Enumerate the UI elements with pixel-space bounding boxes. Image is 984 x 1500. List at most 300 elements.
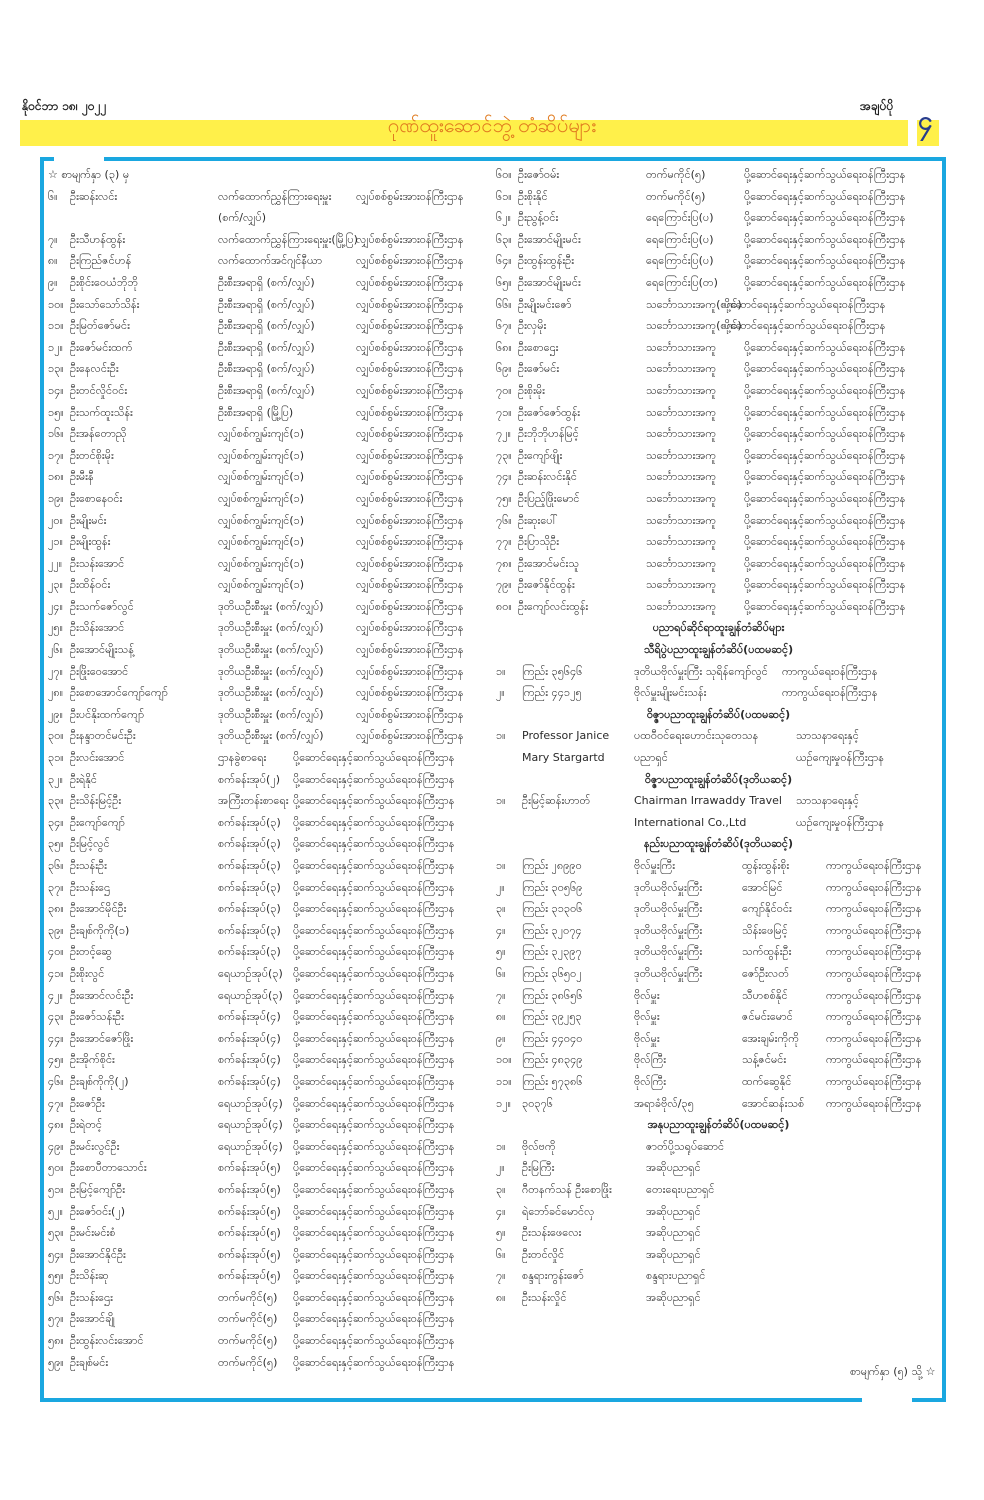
recipient-role: အဆိုပညာရှင်: [646, 1204, 701, 1218]
item-number: ၈၀။: [496, 599, 512, 613]
recipient-name: ဦးဆုးပေါ်: [518, 513, 558, 527]
item-number: ၈။: [496, 1290, 506, 1304]
item-number: ၆။: [496, 1247, 506, 1261]
recipient-name: ဦးမြကြီး: [522, 1161, 555, 1175]
list-item: [48, 682, 478, 704]
list-item: [496, 1222, 941, 1244]
list-item: [496, 1287, 941, 1309]
list-item: [48, 186, 478, 208]
list-item: [496, 1244, 941, 1266]
thiri-pyanchi-list: [496, 661, 941, 704]
item-number: ၇၆။: [496, 513, 512, 527]
item-number: ၅၇။: [48, 1312, 64, 1326]
list-item: [48, 250, 478, 272]
recipient-name: ဦးစောပီတာသောင်း: [70, 1161, 147, 1175]
recipient-position: လျှပ်စစ်ကျွမ်းကျင်(၁): [218, 535, 305, 549]
list-item: [48, 1114, 478, 1136]
list-item: [48, 920, 478, 942]
item-number: ၁၂။: [48, 340, 63, 354]
list-item: [48, 380, 478, 402]
recipient-department: ကာကွယ်ရေးဝန်ကြီးဌာန: [826, 1010, 922, 1024]
list-item: [48, 207, 478, 229]
recipient-rank: ဒုတိယဗိုလ်မှူးကြီး: [634, 966, 703, 980]
list-item: [496, 855, 941, 877]
frame-right: [942, 157, 946, 1402]
item-number: ၃၅။: [48, 837, 64, 851]
recipient-position: လျှပ်စစ်ကျွမ်းကျင်(၁): [218, 491, 305, 505]
service-number: ကြည်း ၃၂၀၇၄: [522, 923, 582, 937]
technical-2-list: [496, 855, 941, 1114]
wizza-1-list: [496, 725, 941, 768]
item-number: ၇၈။: [496, 556, 512, 570]
recipient-department: ပို့ဆောင်ရေးနှင့်ဆက်သွယ်ရေးဝန်ကြီးဌာန: [744, 383, 906, 397]
item-number: ၇၉။: [496, 578, 512, 592]
recipient-position: စက်ခန်းအုပ်(၅): [218, 1182, 281, 1196]
recipient-position: သင်္ဘောသားအကူ: [646, 383, 717, 397]
list-item: [48, 1179, 478, 1201]
item-number: ၁၃။: [48, 362, 64, 376]
recipient-title: ပညာရှင်: [634, 751, 668, 765]
recipient-position: စက်ခန်းအုပ်(၅): [218, 1204, 281, 1218]
recipient-name: အောင်မြင်: [742, 880, 783, 894]
recipient-department: ကာကွယ်ရေးဝန်ကြီးဌာန: [826, 902, 922, 916]
item-number: ၂၂။: [48, 556, 63, 570]
list-item: [496, 272, 941, 294]
recipient-position: ဒုတိယဦးစီးမှူး (စက်/လျှပ်): [218, 621, 324, 635]
item-number: ၅၅။: [48, 1269, 64, 1283]
recipient-name: ဦးသော်သော်သိန်း: [70, 297, 140, 311]
recipient-name: ဦးအောင်ချို: [70, 1312, 115, 1326]
recipient-department: လျှပ်စစ်စွမ်းအားဝန်ကြီးဌာန: [356, 319, 464, 333]
wizza-2-list: [496, 790, 941, 833]
recipient-name: ဦးသီဟန်ထွန်း: [70, 232, 126, 246]
item-number: ၆၀။: [496, 168, 512, 181]
recipient-name: ဦးဇော်မင်း: [518, 362, 560, 376]
item-number: ၈။: [496, 1010, 506, 1024]
arts-1-list: [496, 1136, 941, 1309]
list-item: [496, 294, 941, 316]
recipient-department: ကာကွယ်ရေးဝန်ကြီးဌာန: [826, 966, 922, 980]
list-item: [496, 250, 941, 272]
recipient-department: လျှပ်စစ်စွမ်းအားဝန်ကြီးဌာန: [356, 535, 464, 549]
list-item: [48, 1308, 478, 1330]
recipient-position: သင်္ဘောသားအကူ: [646, 556, 717, 570]
item-number: ၃။: [496, 1182, 506, 1196]
recipient-name: အေးချမ်းကိုကို: [742, 1031, 799, 1045]
item-number: ၁၀။: [496, 1053, 512, 1067]
recipient-name: ဦးမျိုးထွန်း: [70, 535, 111, 549]
recipient-name: ဦးအောင်မင်းသူ: [518, 556, 579, 570]
list-item: [496, 1157, 941, 1179]
item-number: ၄၂။: [48, 988, 63, 1002]
list-item: [496, 941, 941, 963]
recipient-role: အဆိုပညာရှင်: [646, 1247, 701, 1261]
list-item: [496, 682, 941, 704]
item-number: ၁၁။: [496, 1074, 512, 1088]
service-number: ကြည်း ၃၁၃၀၆: [522, 902, 583, 916]
list-item: [496, 402, 941, 424]
recipient-name: ဦးမြင့်ဆန်းဟာတ်: [522, 794, 591, 808]
item-number: ၄၇။: [48, 1096, 64, 1110]
list-item: [48, 315, 478, 337]
recipient-name: ရဲဘော်ခင်မောင်လှ: [522, 1204, 595, 1218]
list-item: [496, 423, 941, 445]
recipient-department: ပို့ဆောင်ရေးနှင့်ဆက်သွယ်ရေးဝန်ကြီးဌာန: [744, 211, 906, 225]
item-number: ၃၈။: [48, 902, 64, 916]
recipient-department: လျှပ်စစ်စွမ်းအားဝန်ကြီးဌာန: [356, 729, 464, 743]
recipient-rank: ဗိုလ်မှူး: [634, 1010, 660, 1024]
recipient-position: စက်ခန်းအုပ်(၃): [218, 902, 281, 916]
list-item: [496, 510, 941, 532]
recipient-department: လျှပ်စစ်စွမ်းအားဝန်ကြီးဌာန: [356, 707, 464, 721]
recipient-name: ဒုတိယဗိုလ်မှူးကြီး သုရိန်ကျော်လွင်: [634, 664, 768, 678]
recipient-department: ပို့ဆောင်ရေးနှင့်ဆက်သွယ်ရေးဝန်ကြီးဌာန: [744, 275, 906, 289]
right-column: [496, 164, 941, 1308]
service-number: ကြည်း ၄၈၃၄၉: [522, 1053, 583, 1067]
list-item: [496, 1179, 941, 1201]
recipient-department: ကာကွယ်ရေးဝန်ကြီးဌာန: [826, 1053, 922, 1067]
list-item: [496, 920, 941, 942]
recipient-department: ပို့ဆောင်ရေးနှင့်ဆက်သွယ်ရေးဝန်ကြီးဌာန: [293, 815, 455, 829]
recipient-position: လျှပ်စစ်ကျွမ်းကျင်(၁): [218, 513, 305, 527]
recipient-position: ဌာနခွဲစာရေး: [218, 751, 267, 765]
recipient-name: Professor Janice: [522, 729, 610, 743]
recipient-name: ဗိုလ်ဗကို: [522, 1139, 556, 1153]
recipient-name: ဦးစိုင်းဝေယံဘိုဘို: [70, 275, 138, 289]
list-item: [48, 402, 478, 424]
recipient-name: ဦးအောင်လင်းဦး: [70, 988, 134, 1002]
page-title: ဂုဏ်ထူးဆောင်ဘွဲ့ တံဆိပ်များ: [387, 113, 597, 137]
continued-from-text: ☆ စာမျက်နှာ (၃) မှ: [48, 168, 130, 181]
recipient-position: သင်္ဘောသားအကူ: [646, 599, 717, 613]
recipient-name: ဦးချစ်ကိုကို(၂): [70, 1074, 129, 1088]
item-number: ၁၄။: [48, 383, 64, 397]
list-item: [496, 1136, 941, 1158]
item-number: ၄၀။: [48, 945, 64, 959]
recipient-name: ဦးဇော်ဝင်း(၂): [70, 1204, 125, 1218]
list-item: [496, 596, 941, 618]
recipient-position: ရေယာဉ်အုပ်(၄): [218, 1118, 283, 1132]
recipient-department: သာသနာရေးနှင့်: [796, 729, 859, 743]
list-item: [48, 1265, 478, 1287]
service-number: ကြည်း ၃၅၆၄၆: [522, 664, 583, 678]
list-item: [48, 1222, 478, 1244]
recipient-position: စက်ခန်းအုပ်(၃): [218, 923, 281, 937]
recipient-position: လျှပ်စစ်ကျွမ်းကျင်(၁): [218, 578, 305, 592]
recipient-department: လျှပ်စစ်စွမ်းအားဝန်ကြီးဌာန: [356, 448, 464, 462]
recipient-department: ကာကွယ်ရေးဝန်ကြီးဌာန: [782, 686, 878, 700]
recipient-department: ပို့ဆောင်ရေးနှင့်ဆက်သွယ်ရေးဝန်ကြီးဌာန: [293, 1031, 455, 1045]
recipient-position: တက်မကိုင်(၅): [218, 1355, 278, 1369]
item-number: ၆၂။: [496, 211, 511, 225]
recipient-rank: ဒုတိယဗိုလ်မှူးကြီး: [634, 923, 703, 937]
left-award-list: [48, 186, 478, 1374]
recipient-title: International Co.,Ltd: [634, 815, 747, 829]
recipient-department: လျှပ်စစ်စွမ်းအားဝန်ကြီးဌာန: [356, 599, 464, 613]
recipient-name: ဦးသန်းဦး: [70, 859, 107, 872]
recipient-department: ပို့ဆောင်ရေးနှင့်ဆက်သွယ်ရေးဝန်ကြီးဌာန: [724, 297, 886, 311]
recipient-department: သာသနာရေးနှင့်: [796, 794, 859, 808]
recipient-name: ဗိုလ်မှူးမျိုးမင်းသန်း: [634, 686, 707, 700]
recipient-department: ပို့ဆောင်ရေးနှင့်ဆက်သွယ်ရေးဝန်ကြီးဌာန: [744, 254, 906, 268]
list-item: [496, 574, 941, 596]
recipient-name: ဦးထွန်းထွန်းဦး: [518, 254, 575, 268]
recipient-name: ဦးမြင့်ကျော်ဦး: [70, 1182, 126, 1196]
list-item: [496, 1201, 941, 1223]
item-number: ၁။: [496, 859, 506, 872]
recipient-department: ပို့ဆောင်ရေးနှင့်ဆက်သွယ်ရေးဝန်ကြီးဌာန: [744, 168, 906, 181]
recipient-department: ကာကွယ်ရေးဝန်ကြီးဌာန: [826, 1074, 922, 1088]
recipient-position: သင်္ဘောသားအကူ: [646, 513, 717, 527]
recipient-name: ဦးစောအောင်ကျော်ကျော်: [70, 686, 168, 700]
recipient-position: သင်္ဘောသားအကူ(စက်): [646, 297, 742, 311]
recipient-position: စက်ခန်းအုပ်(၅): [218, 1269, 281, 1283]
list-item: [48, 294, 478, 316]
recipient-department: ပို့ဆောင်ရေးနှင့်ဆက်သွယ်ရေးဝန်ကြီးဌာန: [744, 599, 906, 613]
recipient-name: ဂီတနက်သန် ဦးစောဖြိုး: [522, 1182, 612, 1196]
list-item: [48, 1093, 478, 1115]
recipient-department: ကာကွယ်ရေးဝန်ကြီးဌာန: [826, 988, 922, 1002]
recipient-name: ဇော်ဦးလတ်: [742, 966, 789, 980]
list-item: [48, 1071, 478, 1093]
service-number: ကြည်း ၄၄၁၂၅: [522, 686, 582, 700]
frame-top-right: [104, 157, 946, 161]
recipient-position: ဒုတိယဦးစီးမှူး (စက်/လျှပ်): [218, 664, 324, 678]
recipient-position: စက်ခန်းအုပ်(၃): [218, 880, 281, 894]
item-number: ၁၁။: [48, 319, 64, 333]
recipient-position: စက်ခန်းအုပ်(၄): [218, 1031, 281, 1045]
recipient-name: ဦးသိန်းဆု: [70, 1269, 109, 1283]
recipient-position: သင်္ဘောသားအကူ: [646, 448, 717, 462]
recipient-name: ဦးဆန်းလင်းနိုင်: [518, 470, 578, 484]
list-item: [48, 963, 478, 985]
recipient-name: ဦးအောင်မျိုးမင်း: [518, 275, 581, 289]
recipient-department: လျှပ်စစ်စွမ်းအားဝန်ကြီးဌာန: [356, 686, 464, 700]
recipient-position: လျှပ်စစ်ကျွမ်းကျင်(၁): [218, 427, 305, 441]
recipient-name: ဦးအောင်နိုင်ဦး: [70, 1247, 126, 1261]
recipient-department: လျှပ်စစ်စွမ်းအားဝန်ကြီးဌာန: [356, 470, 464, 484]
recipient-department: ယဉ်ကျေးမှုဝန်ကြီးဌာန: [796, 815, 884, 829]
list-item: [48, 704, 478, 726]
recipient-name: Mary Stargartd: [522, 751, 605, 765]
item-number: ၂။: [496, 686, 505, 700]
recipient-position: ရေယာဉ်အုပ်(၄): [218, 1096, 283, 1110]
recipient-rank: ဗိုလ်မှူး: [634, 1031, 660, 1045]
item-number: ၃၆။: [48, 859, 64, 872]
recipient-name: ဦးညွန့်ဝင်း: [518, 211, 559, 225]
list-item: [496, 747, 941, 769]
list-item: [496, 531, 941, 553]
list-item: [496, 1006, 941, 1028]
recipient-name: ဦးပြာသိုဦး: [518, 535, 560, 549]
item-number: ၅၄။: [48, 1247, 64, 1261]
recipient-department: လျှပ်စစ်စွမ်းအားဝန်ကြီးဌာန: [356, 578, 464, 592]
recipient-department: လျှပ်စစ်စွမ်းအားဝန်ကြီးဌာန: [356, 405, 464, 419]
item-number: ၆၆။: [496, 297, 512, 311]
item-number: ၁၉။: [48, 491, 64, 505]
recipient-name: ဦးစိုးနိုင်: [518, 189, 548, 203]
service-number: ကြည်း ၃၂၃၉၇: [522, 945, 582, 959]
list-item: [496, 315, 941, 337]
recipient-name: ဦးအောင်မျိုးသန့်: [70, 643, 134, 657]
recipient-department: ပို့ဆောင်ရေးနှင့်ဆက်သွယ်ရေးဝန်ကြီးဌာန: [744, 340, 906, 354]
recipient-department: ကာကွယ်ရေးဝန်ကြီးဌာန: [826, 1096, 922, 1110]
list-item: [48, 574, 478, 596]
recipient-name: ဦးမင်းမင်းစံ: [70, 1226, 116, 1240]
recipient-rank: ဒုတိယဗိုလ်မှူးကြီး: [634, 945, 703, 959]
recipient-position: သင်္ဘောသားအကူ(စက်): [646, 319, 742, 333]
item-number: ၇၃။: [496, 448, 512, 462]
frame-bottom-left: [40, 1398, 862, 1402]
recipient-department: ကာကွယ်ရေးဝန်ကြီးဌာန: [826, 945, 922, 959]
service-number: ကြည်း ၃၆၅၀၂: [522, 966, 582, 980]
recipient-role: ဇာတ်ပို့သရုပ်ဆောင်: [646, 1139, 725, 1153]
list-item: [48, 1136, 478, 1158]
recipient-name: ဦးဇော်ဦး: [70, 1096, 105, 1110]
list-item: [48, 877, 478, 899]
list-item: [496, 229, 941, 251]
academic-section-title: ပညာရပ်ဆိုင်ရာထူးချွန်တံဆိပ်များ: [652, 621, 785, 635]
recipient-position: သင်္ဘောသားအကူ: [646, 340, 717, 354]
list-item: [496, 164, 941, 186]
recipient-department: ကာကွယ်ရေးဝန်ကြီးဌာန: [826, 923, 922, 937]
list-item: [48, 510, 478, 532]
item-number: ၈။: [48, 254, 58, 268]
recipient-department: ပို့ဆောင်ရေးနှင့်ဆက်သွယ်ရေးဝန်ကြီးဌာန: [744, 189, 906, 203]
list-item: [48, 812, 478, 834]
list-item: [48, 1049, 478, 1071]
header-section: အချပ်ပို: [860, 99, 894, 113]
list-item: [48, 747, 478, 769]
wizza-2-title: ဝိဇ္ဇာပညာထူးချွန်တံဆိပ်(ဒုတိယဆင့်): [644, 772, 793, 786]
recipient-name: ထက်ဆွေနိုင်: [742, 1074, 792, 1088]
list-item: [496, 1093, 941, 1115]
item-number: ၂၀။: [48, 513, 63, 527]
recipient-position: တက်မကိုင်(၅): [218, 1312, 278, 1326]
item-number: ၉။: [496, 1031, 506, 1045]
recipient-department: ပို့ဆောင်ရေးနှင့်ဆက်သွယ်ရေးဝန်ကြီးဌာန: [744, 448, 906, 462]
recipient-position: စက်ခန်းအုပ်(၄): [218, 1053, 281, 1067]
recipient-position: လျှပ်စစ်ကျွမ်းကျင်(၁): [218, 448, 305, 462]
item-number: ၁၅။: [48, 405, 64, 419]
recipient-name: ဦးပင်နိုးထက်ကျော်: [70, 707, 145, 721]
recipient-name: ဦးသက်ဇော်လွင်: [70, 599, 134, 613]
list-item: [48, 445, 478, 467]
list-item: [48, 1201, 478, 1223]
recipient-department: ကာကွယ်ရေးဝန်ကြီးဌာန: [826, 880, 922, 894]
recipient-name: ဦးမြင့်လွင်: [70, 837, 110, 851]
recipient-department: လျှပ်စစ်စွမ်းအားဝန်ကြီးဌာန: [356, 556, 464, 570]
recipient-name: သန့်ဇင်မင်း: [742, 1053, 787, 1067]
recipient-rank: ဒုတိယဗိုလ်မှူးကြီး: [634, 902, 703, 916]
recipient-department: ပို့ဆောင်ရေးနှင့်ဆက်သွယ်ရေးဝန်ကြီးဌာန: [744, 556, 906, 570]
recipient-name: ဦးပြည့်ဖြိုးမောင်: [518, 491, 580, 505]
recipient-position: စက်ခန်းအုပ်(၃): [218, 815, 281, 829]
recipient-role: စန္ဒရားပညာရှင်: [646, 1269, 706, 1283]
recipient-name: ဦးကြည်ဇင်ဟန်: [70, 254, 132, 268]
item-number: ၄။: [496, 923, 506, 937]
recipient-department: ယဉ်ကျေးမှုဝန်ကြီးဌာန: [796, 751, 884, 765]
recipient-department: ကာကွယ်ရေးဝန်ကြီးဌာန: [826, 859, 922, 872]
recipient-name: ဦးတင်လှိုင်: [522, 1247, 565, 1261]
service-number: ကြည်း ၂၈၉၉၀: [522, 859, 582, 872]
recipient-position: သင်္ဘောသားအကူ: [646, 470, 717, 484]
recipient-name: ဦးလင်းအောင်: [70, 751, 125, 765]
recipient-name: အောင်ဆန်းသစ်: [742, 1096, 805, 1110]
recipient-name: ဦးတင့်ဆွေ: [70, 945, 112, 959]
recipient-name: သက်ထွန်းဦး: [742, 945, 792, 959]
item-number: ၁။: [496, 729, 506, 743]
recipient-position: လက်ထောက်ညွှန်ကြားရေးမှူး: [218, 189, 332, 203]
recipient-name: ဦးအောင်ဇော်ဖြိုး: [70, 1031, 134, 1045]
recipient-department: လျှပ်စစ်စွမ်းအားဝန်ကြီးဌာန: [356, 189, 464, 203]
recipient-department: ပို့ဆောင်ရေးနှင့်ဆက်သွယ်ရေးဝန်ကြီးဌာန: [293, 945, 455, 959]
frame-bottom-right: [912, 1398, 946, 1402]
recipient-name: ဦးဘိုဘိုဟန်မြင့်: [518, 427, 579, 441]
recipient-department: ပို့ဆောင်ရေးနှင့်ဆက်သွယ်ရေးဝန်ကြီးဌာန: [293, 923, 455, 937]
item-number: ၃၉။: [48, 923, 64, 937]
recipient-department: လျှပ်စစ်စွမ်းအားဝန်ကြီးဌာန: [356, 513, 464, 527]
recipient-position: ဦးစီးအရာရှိ (မြို့ပြ): [218, 405, 294, 419]
recipient-position: ရေကြောင်းပြ(တ): [646, 275, 718, 289]
recipient-name: ဦးသက်ထူးသိန်း: [70, 405, 133, 419]
item-number: ၆၉။: [496, 362, 512, 376]
recipient-name: ဦးနေလင်းဦး: [70, 362, 119, 376]
list-item: [496, 790, 941, 812]
recipient-department: ပို့ဆောင်ရေးနှင့်ဆက်သွယ်ရေးဝန်ကြီးဌာန: [293, 1118, 455, 1132]
list-item: [48, 661, 478, 683]
item-number: ၅၆။: [48, 1290, 64, 1304]
recipient-department: ပို့ဆောင်ရေးနှင့်ဆက်သွယ်ရေးဝန်ကြီးဌာန: [744, 513, 906, 527]
recipient-name: ဦးဆန်းလင်း: [70, 189, 118, 203]
item-number: ၂၁။: [48, 535, 63, 549]
recipient-title: ပထဝီဝင်ရေးဟောင်းသုတေသန: [634, 729, 759, 743]
item-number: ၅။: [496, 945, 506, 959]
recipient-name: ဦးလှမိုး: [518, 319, 547, 333]
item-number: ၆။: [48, 189, 58, 203]
recipient-position: စက်ခန်းအုပ်(၅): [218, 1161, 281, 1175]
recipient-name: ဦးမီးနီ: [70, 470, 94, 484]
recipient-position: ရေယာဉ်အုပ်(၃): [218, 966, 283, 980]
recipient-position: လျှပ်စစ်ကျွမ်းကျင်(၁): [218, 556, 305, 570]
recipient-department: ပို့ဆောင်ရေးနှင့်ဆက်သွယ်ရေးဝန်ကြီးဌာန: [293, 1053, 455, 1067]
recipient-name: ဦးသိန်းမြင့်ဦး: [70, 794, 122, 808]
item-number: ၅၈။: [48, 1334, 64, 1348]
item-number: ၁၇။: [48, 448, 64, 462]
list-item: [48, 1157, 478, 1179]
recipient-name: ဦးဇော်သန်းဦး: [70, 1010, 124, 1024]
recipient-name: ဦးဖြိုးဝေအောင်: [70, 664, 129, 678]
recipient-rank: အရာခံဗိုလ်/၃၅: [634, 1096, 694, 1110]
recipient-department: လျှပ်စစ်စွမ်းအားဝန်ကြီးဌာန: [356, 297, 464, 311]
list-item: [496, 1071, 941, 1093]
recipient-position: လျှပ်စစ်ကျွမ်းကျင်(၁): [218, 470, 305, 484]
list-item: [48, 423, 478, 445]
recipient-position: ဒုတိယဦးစီးမှူး (စက်/လျှပ်): [218, 599, 324, 613]
recipient-position: တက်မကိုင်(၅): [646, 168, 706, 181]
recipient-position: ဦးစီးအရာရှိ (စက်/လျှပ်): [218, 275, 315, 289]
list-item: [496, 207, 941, 229]
list-item: [496, 445, 941, 467]
list-item: [496, 812, 941, 834]
recipient-department: ပို့ဆောင်ရေးနှင့်ဆက်သွယ်ရေးဝန်ကြီးဌာန: [293, 1074, 455, 1088]
item-number: ၇။: [496, 988, 506, 1002]
list-item: [48, 1006, 478, 1028]
recipient-name: ဦးသန်းဖေလေး: [522, 1226, 582, 1240]
list-item: [48, 941, 478, 963]
recipient-department: ပို့ဆောင်ရေးနှင့်ဆက်သွယ်ရေးဝန်ကြီးဌာန: [744, 578, 906, 592]
recipient-department: ပို့ဆောင်ရေးနှင့်ဆက်သွယ်ရေးဝန်ကြီးဌာန: [293, 1355, 455, 1369]
